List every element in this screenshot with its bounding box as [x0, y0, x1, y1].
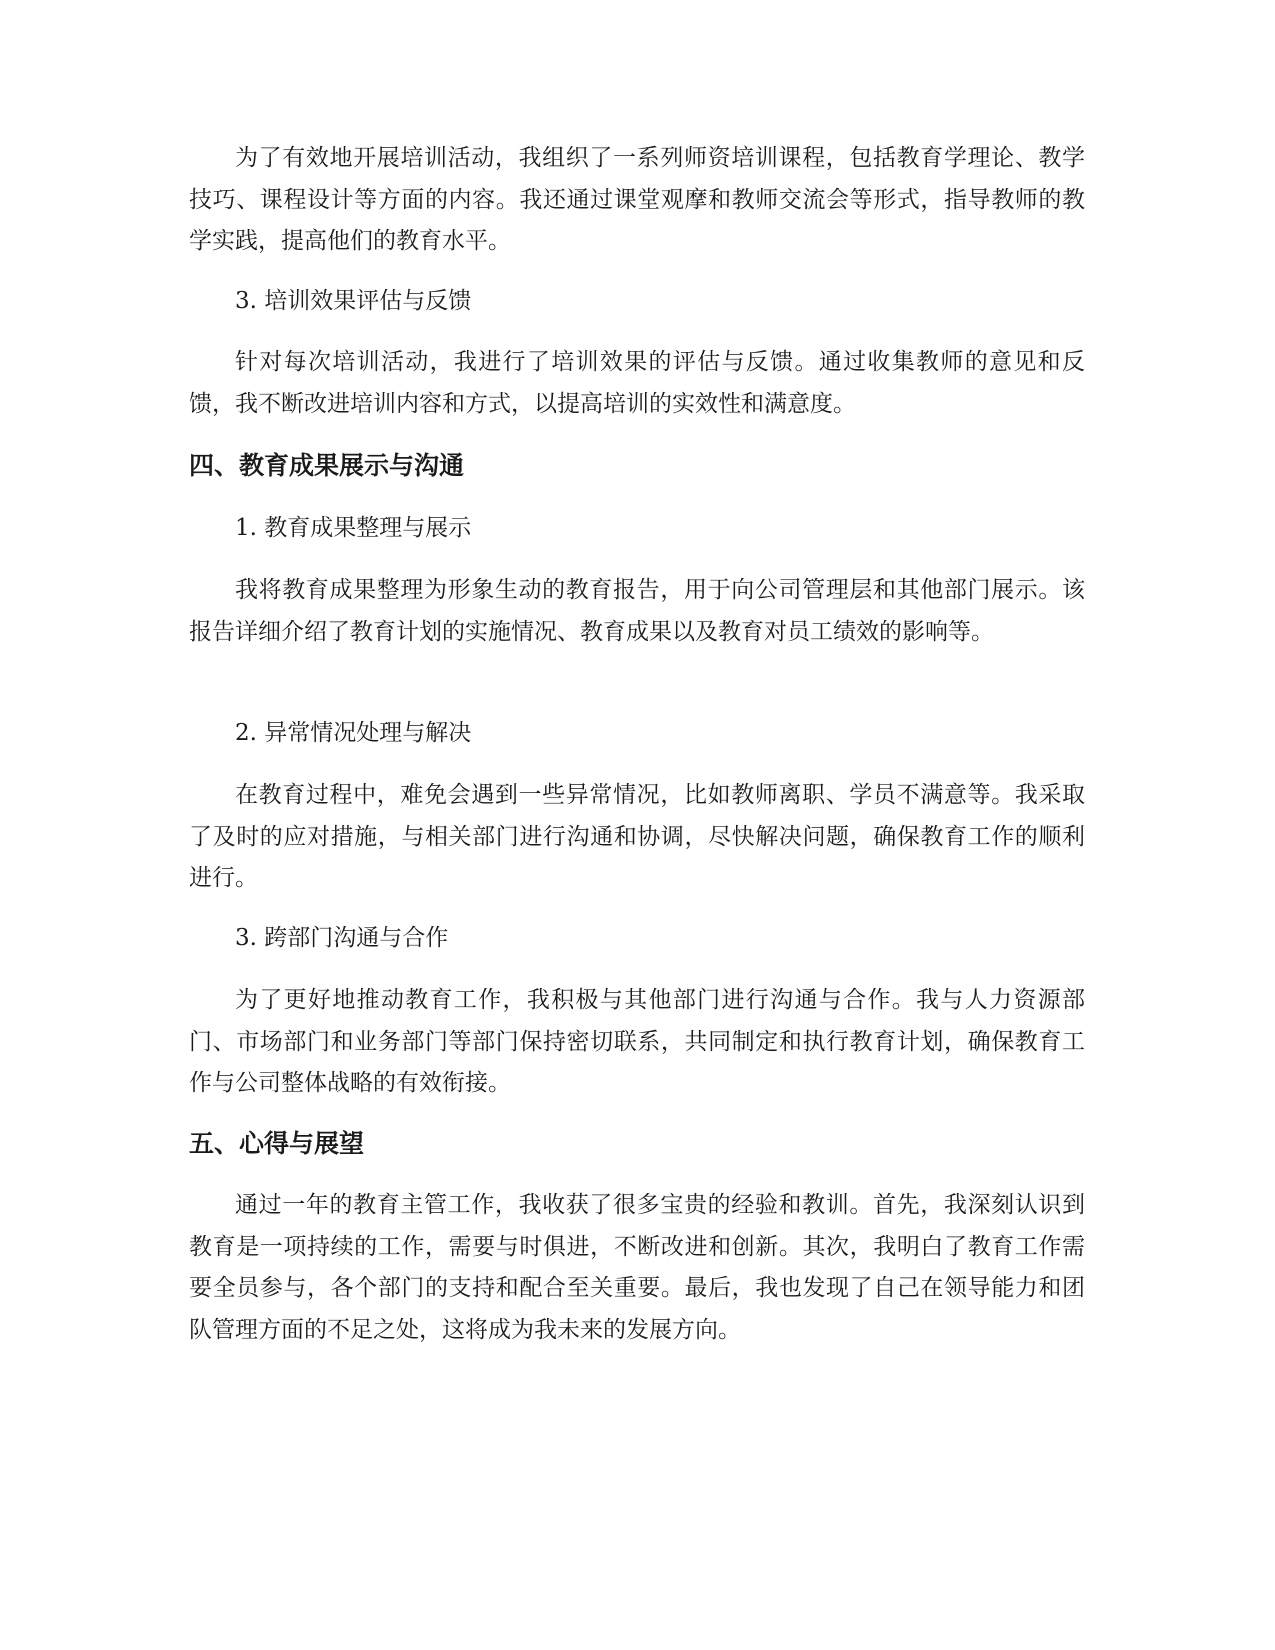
paragraph-training-feedback [189, 342, 1085, 425]
subheading-text: 1. 教育成果整理与展示 [235, 515, 472, 541]
paragraph-training-courses [189, 138, 1085, 263]
section-heading-text: 四、教育成果展示与沟通 [189, 451, 465, 480]
paragraph-text: 为了更好地推动教育工作，我积极与其他部门进行沟通与合作。我与人力资源部门、市场部门和业务部门等部门保持密切联系，共同制定和执行教育计划，确保教育工作与公司整体战略的有效衔接。 [189, 987, 1085, 1096]
paragraph-results-report [189, 570, 1085, 653]
paragraph-exception-handling [189, 775, 1085, 900]
section-heading-text: 五、心得与展望 [189, 1129, 365, 1158]
subheading-text: 3. 跨部门沟通与合作 [235, 925, 449, 951]
paragraph-text: 针对每次培训活动，我进行了培训效果的评估与反馈。通过收集教师的意见和反馈，我不断改进培训内容和方式，以提高培训的实效性和满意度。 [189, 349, 1085, 417]
subheading-results-organize [189, 508, 1085, 550]
subheading-text: 2. 异常情况处理与解决 [235, 720, 472, 746]
paragraph-reflection [189, 1185, 1085, 1351]
paragraph-text: 我将教育成果整理为形象生动的教育报告，用于向公司管理层和其他部门展示。该报告详细介绍了教育计划的实施情况、教育成果以及教育对员工绩效的影响等。 [189, 577, 1085, 645]
paragraph-text: 在教育过程中，难免会遇到一些异常情况，比如教师离职、学员不满意等。我采取了及时的应对措施，与相关部门进行沟通和协调，尽快解决问题，确保教育工作的顺利进行。 [189, 782, 1085, 891]
paragraph-cross-department [189, 980, 1085, 1105]
section-heading-5 [189, 1124, 1085, 1164]
subheading-cross-department [189, 918, 1085, 960]
subheading-training-evaluation [189, 281, 1085, 323]
subheading-exception-handling [189, 713, 1085, 755]
subheading-text: 3. 培训效果评估与反馈 [235, 288, 472, 314]
section-heading-4 [189, 446, 1085, 486]
paragraph-text: 为了有效地开展培训活动，我组织了一系列师资培训课程，包括教育学理论、教学技巧、课程设计等方面的内容。我还通过课堂观摩和教师交流会等形式，指导教师的教学实践，提高他们的教育水平。 [189, 145, 1085, 254]
paragraph-text: 通过一年的教育主管工作，我收获了很多宝贵的经验和教训。首先，我深刻认识到教育是一项持续的工作，需要与时俱进，不断改进和创新。其次，我明白了教育工作需要全员参与，各个部门的支持和配合至关重要。最后，我也发现了自己在领导能力和团队管理方面的不足之处，这将成为我未来的发展方向。 [189, 1192, 1085, 1343]
